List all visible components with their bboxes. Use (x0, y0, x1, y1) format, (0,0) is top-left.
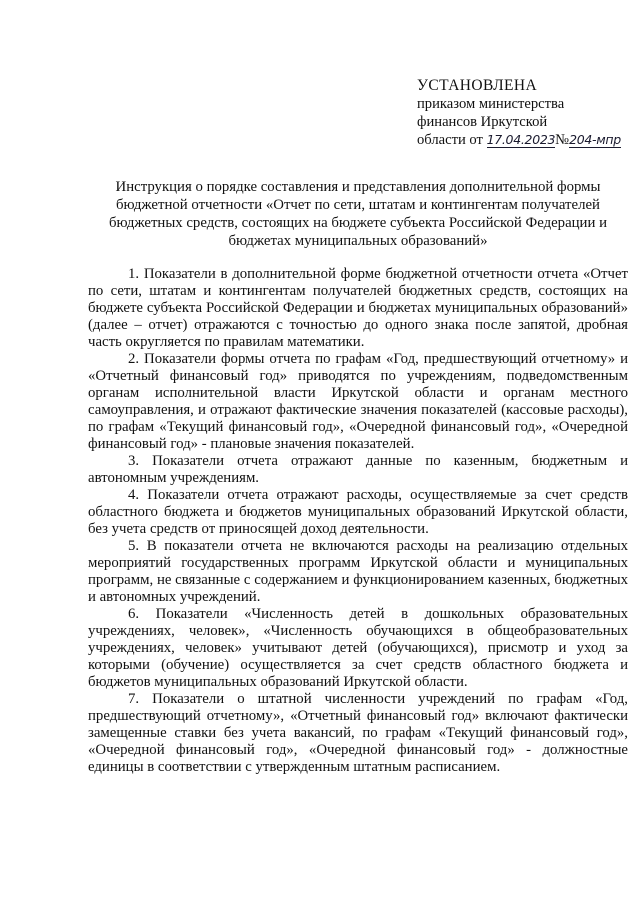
document-title: Инструкция о порядке составления и представления дополнительной формы бюджетной отчетности «Отчет по сети, штатам и контингентам получателей бюджетных средств, состоящих на бюджете субъекта Российской Федерации и бюджетах муниципальных образований» (108, 179, 608, 249)
document-body (88, 266, 628, 776)
paragraph-1: 1. Показатели в дополнительной форме бюджетной отчетности отчета «Отчет по сети, штатам и контингентам получателей бюджетных средств, состоящих на бюджете субъекта Российской Федерации и бюджетах муниципальных образований» (далее – отчет) отражаются с точностью до одного знака после запятой, дробная часть округляется по правилам математики. (88, 266, 628, 350)
approval-date-handwritten: 17.04.2023 (486, 132, 556, 147)
approval-number-sign: № (555, 132, 570, 148)
approval-region-prefix: области от (417, 132, 483, 148)
approval-title: УСТАНОВЛЕНА (417, 77, 538, 94)
paragraph-3: 3. Показатели отчета отражают данные по казенным, бюджетным и автономным учреждениям. (88, 453, 628, 486)
paragraph-6: 6. Показатели «Численность детей в дошкольных образовательных учреждениях, человек», «Численность обучающихся в общеобразовательных учреждениях, человек» учитывают детей (обучающихся), присмотр и уход за которыми (обучение) осуществляется за счет средств областного бюджета и бюджетов муниципальных образований Иркутской области. (88, 606, 628, 690)
approval-number-handwritten: 204-мпр (569, 132, 621, 147)
approval-date-line (417, 131, 632, 150)
approval-ministry-line: финансов Иркутской (417, 113, 548, 130)
paragraph-2: 2. Показатели формы отчета по графам «Год, предшествующий отчетному» и «Отчетный финансовый год» приводятся по учреждениям, подведомственным органам исполнительной власти Иркутской области и органам местного самоуправления, и отражают фактические значения показателей (кассовые расходы), по графам «Текущий финансовый год», «Очередной финансовый год», «Очередной финансовый год» - плановые значения показателей. (88, 351, 628, 452)
paragraph-7: 7. Показатели о штатной численности учреждений по графам «Год, предшествующий отчетному», «Отчетный финансовый год» включают фактически замещенные ставки без учета вакансий, по графам «Текущий финансовый год», «Очередной финансовый год», «Очередной финансовый год» - должностные единицы в соответствии с утвержденным штатным расписанием. (88, 691, 628, 775)
paragraph-5: 5. В показатели отчета не включаются расходы на реализацию отдельных мероприятий государственных программ Иркутской области и муниципальных программ, не связанные с содержанием и функционированием казенных, бюджетных и автономных учреждений. (88, 538, 628, 605)
paragraph-4: 4. Показатели отчета отражают расходы, осуществляемые за счет средств областного бюджета и бюджетов муниципальных образований Иркутской области, без учета средств от приносящей доход деятельности. (88, 487, 628, 537)
approval-stamp-block (417, 76, 632, 150)
approval-order-line: приказом министерства (417, 96, 565, 112)
